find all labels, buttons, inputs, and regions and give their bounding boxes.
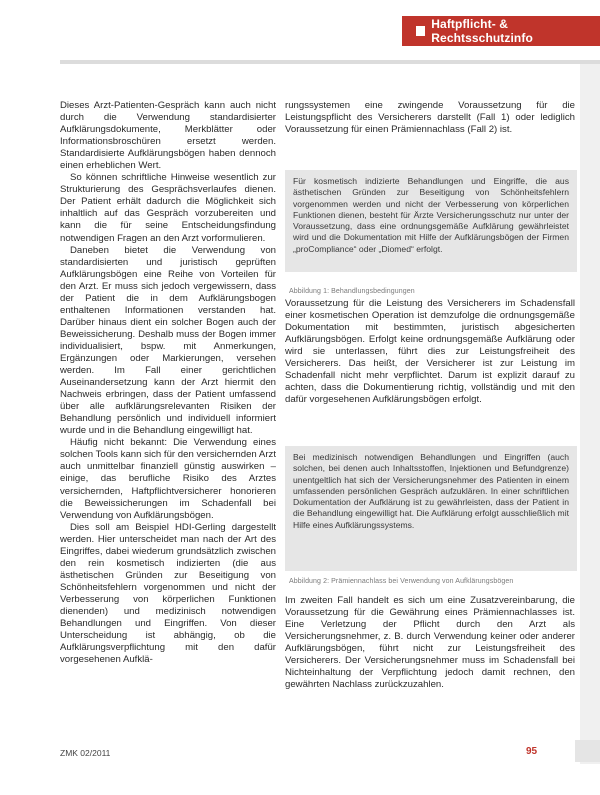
right-column-intro bbox=[285, 100, 575, 136]
page-number: 95 bbox=[526, 746, 538, 757]
issue-label: ZMK 02/2011 bbox=[60, 748, 111, 758]
section-tab bbox=[402, 16, 600, 46]
section-square-icon bbox=[416, 26, 425, 36]
footer-tab bbox=[575, 740, 600, 762]
info-box-1 bbox=[285, 170, 577, 272]
info-box-2 bbox=[285, 446, 577, 571]
margin-strip bbox=[580, 64, 600, 764]
left-paragraph: So können schriftliche Hinweise wesentlich zur Strukturierung des Gesprächsverlaufes dienen. Der Patient erhält dadurch die Möglichkeit sich inhaltlich auf das Gespräch vorzubereiten und kann die für seine Entscheidungsfindung notwendigen Fragen an den Arzt vorformulieren. bbox=[60, 172, 276, 244]
info-box-text: Bei medizinisch notwendigen Behandlungen und Eingriffen (auch solchen, bei denen auch Inhaltsstoffen, Injektionen und Befundgrenze) unentgeltlich hat sich der Versicherungsnehmer des Patienten in einem umfassenden persönlichen Gespräch aufzuklären. In einer schriftlichen Dokumentation der Aufklärung ist zu gewährleisten, dass der Patient in die Behandlung eingewilligt hat. Die Aufklärung erfolgt ausschließlich mit Hilfe eines Aufklärungssystems. bbox=[293, 452, 569, 530]
left-column bbox=[60, 100, 276, 666]
paragraph: Im zweiten Fall handelt es sich um eine Zusatzvereinbarung, die Voraussetzung für die Gewährung eines Prämiennachlasses ist. Eine Verletzung der Pflicht durch den Arzt als Versicherungsnehmer, z. B. durch Verwendung keiner oder anderer Aufklärungsbögen, führt nicht zur Leistungsfreiheit des Versicherers. Der Versicherungsnehmer muss im Schadensfall bei Nichteinhaltung der Verpflichtung jedoch damit rechnen, den gewährten Nachlass zurückzuzahlen. bbox=[285, 595, 575, 691]
left-paragraph: Dieses Arzt-Patienten-Gespräch kann auch nicht durch die Verwendung standardisierter Aufklärungsdokumente, Merkblätter oder Informationsbroschüren ersetzt werden. Standardisierte Aufklärungsbögen haben dennoch einen erheblichen Wert. bbox=[60, 100, 276, 172]
section-title: Haftpflicht- & Rechtsschutzinfo bbox=[431, 17, 533, 45]
figure-caption-1: Abbildung 1: Behandlungsbedingungen bbox=[289, 288, 415, 295]
info-box-text: Für kosmetisch indizierte Behandlungen und Eingriffe, die aus ästhetischen Gründen zur Beseitigung von Schönheitsfehlern vorgenommen werden und nicht der Verbesserung von körperlichen Funktionen dienen, besteht für Ärzte Versicherungsschutz nur unter der Voraussetzung, dass eine ordnungsgemäße Aufklärung gewährleistet wird und die Dokumentation mit Hilfe der Aufklärungsbögen der Firmen „proCompliance“ oder „Diomed“ erfolgt. bbox=[293, 176, 569, 254]
left-paragraph: Daneben bietet die Verwendung von standardisierten und juristisch geprüften Aufklärungsbögen eine Reihe von Vorteilen für den Arzt. Er muss sich jedoch vergewissern, dass der Patient die in dem Aufklärungsbogen enthaltenen Informationen verstanden hat. Darüber hinaus dient ein solcher Bogen auch der Beweissicherung. Deshalb muss der Bogen immer individualisiert, bspw. mit Anmerkungen, Ergänzungen oder Markierungen, versehen werden. Im Fall einer gerichtlichen Auseinandersetzung kann der Arzt hiermit den Nachweis erbringen, dass der Patient umfassend über alle aufklärungsrelevanten Risiken der Behandlung persönlich und individuell informiert wurde und in die Behandlung eingewilligt hat. bbox=[60, 244, 276, 437]
paragraph: rungssystemen eine zwingende Voraussetzung für die Leistungspflicht des Versicherers darstellt (Fall 1) oder lediglich Voraussetzung für einen Prämiennachlass (Fall 2) ist. bbox=[285, 100, 575, 136]
paragraph: Voraussetzung für die Leistung des Versicherers im Schadensfall einer kosmetischen Operation ist demzufolge die ordnungsgemäße Dokumentation mit bestimmten, juristisch abgesicherten Aufklärungsbögen. Erfolgt keine ordnungsgemäße Aufklärung oder wird sie unterlassen, führt dies zur Leistungsfreiheit des Versicherers. Das heißt, der Versicherer ist zur Leistung im Schadenfall nicht mehr verpflichtet. Darum ist explizit darauf zu achten, dass die Dokumentierung richtig, vollständig und mit den dafür vorgesehenen Aufklärungsbögen erfolgt. bbox=[285, 298, 575, 406]
header-rule bbox=[60, 60, 600, 64]
left-paragraph: Häufig nicht bekannt: Die Verwendung eines solchen Tools kann sich für den versichernden Arzt auch unmittelbar finanziell günstig auswirken – einige, das berufliche Risiko des Arztes versichernden, Haftpflichtversicherer honorieren die Beweissicherungen im Schadenfall bei Verwendung von Aufklärungsbögen. bbox=[60, 437, 276, 521]
right-column-bottom bbox=[285, 595, 575, 691]
left-paragraph: Dies soll am Beispiel HDI-Gerling dargestellt werden. Hier unterscheidet man nach der Art des Eingriffes, dabei wiederum grundsätzlich zwischen den rein kosmetisch indizierten (die aus ästhetischen Gründen zur Beseitigung von Schönheitsfehlern vorgenommen und nicht der Verbesserung von körperlichen Funktionen dienenden) und medizinisch notwendigen Behandlungen und Eingriffen. Von dieser Unterscheidung ist abhängig, ob die Aufklärungsverpflichtung mit den dafür vorgesehenen Aufklä- bbox=[60, 521, 276, 666]
page-header bbox=[0, 0, 600, 60]
figure-caption-2: Abbildung 2: Prämiennachlass bei Verwendung von Aufklärungsbögen bbox=[289, 578, 514, 585]
right-column-middle bbox=[285, 298, 575, 406]
